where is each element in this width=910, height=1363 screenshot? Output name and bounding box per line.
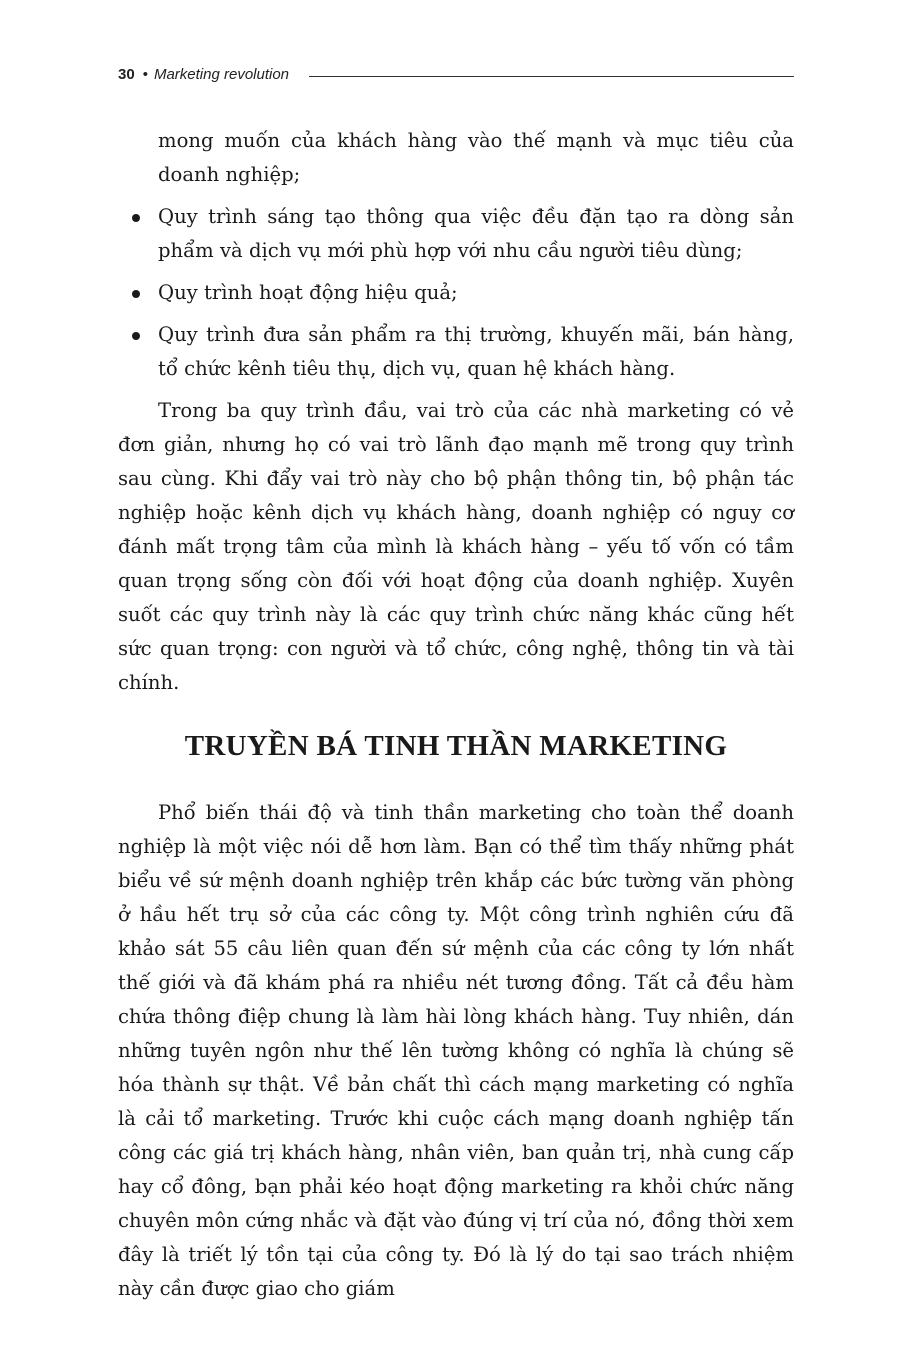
header-rule (309, 76, 794, 77)
running-title: Marketing revolution (153, 65, 290, 83)
continuation-text: mong muốn của khách hàng vào thế mạnh và mục tiêu của doanh nghiệp; (158, 129, 794, 186)
list-item-text: Quy trình đưa sản phẩm ra thị trường, khuyến mãi, bán hàng, tổ chức kênh tiêu thụ, dịch vụ, quan hệ khách hàng. (158, 323, 794, 380)
bullet-list (118, 200, 794, 386)
bullet-dot-icon (132, 332, 140, 340)
body-paragraph: Trong ba quy trình đầu, vai trò của các nhà marketing có vẻ đơn giản, nhưng họ có vai trò lãnh đạo mạnh mẽ trong quy trình sau cùng. Khi đẩy vai trò này cho bộ phận thông tin, bộ phận tác nghiệp hoặc kênh dịch vụ khách hàng, doanh nghiệp có nguy cơ đánh mất trọng tâm của mình là khách hàng – yếu tố vốn có tầm quan trọng sống còn đối với hoạt động của doanh nghiệp. Xuyên suốt các quy trình này là các quy trình chức năng khác cũng hết sức quan trọng: con người và tổ chức, công nghệ, thông tin và tài chính. (118, 399, 794, 694)
list-item (118, 276, 794, 310)
list-item-text: Quy trình sáng tạo thông qua việc đều đặn tạo ra dòng sản phẩm và dịch vụ mới phù hợp với nhu cầu người tiêu dùng; (158, 205, 794, 262)
bullet-dot-icon (132, 290, 140, 298)
list-item-text: Quy trình hoạt động hiệu quả; (158, 281, 458, 304)
page-body (118, 124, 794, 1306)
page-number: 30 (118, 65, 135, 83)
header-bullet: • (142, 65, 148, 83)
list-item (118, 200, 794, 268)
page-header (118, 62, 794, 86)
section-heading: TRUYỀN BÁ TINH THẦN MARKETING (184, 730, 728, 762)
body-paragraph: Phổ biến thái độ và tinh thần marketing cho toàn thể doanh nghiệp là một việc nói dễ hơn làm. Bạn có thể tìm thấy những phát biểu về sứ mệnh doanh nghiệp trên khắp các bức tường văn phòng ở hầu hết trụ sở của các công ty. Một công trình nghiên cứu đã khảo sát 55 câu liên quan đến sứ mệnh của các công ty lớn nhất thế giới và đã khám phá ra nhiều nét tương đồng. Tất cả đều hàm chứa thông điệp chung là làm hài lòng khách hàng. Tuy nhiên, dán những tuyên ngôn như thế lên tường không có nghĩa là chúng sẽ hóa thành sự thật. Về bản chất thì cách mạng marketing có nghĩa là cải tổ marketing. Trước khi cuộc cách mạng doanh nghiệp tấn công các giá trị khách hàng, nhân viên, ban quản trị, nhà cung cấp hay cổ đông, bạn phải kéo hoạt động marketing ra khỏi chức năng chuyên môn cứng nhắc và đặt vào đúng vị trí của nó, đồng thời xem đây là triết lý tồn tại của công ty. Đó là lý do tại sao trách nhiệm này cần được giao cho giám (118, 801, 794, 1300)
bullet-dot-icon (132, 214, 140, 222)
list-item (118, 318, 794, 386)
